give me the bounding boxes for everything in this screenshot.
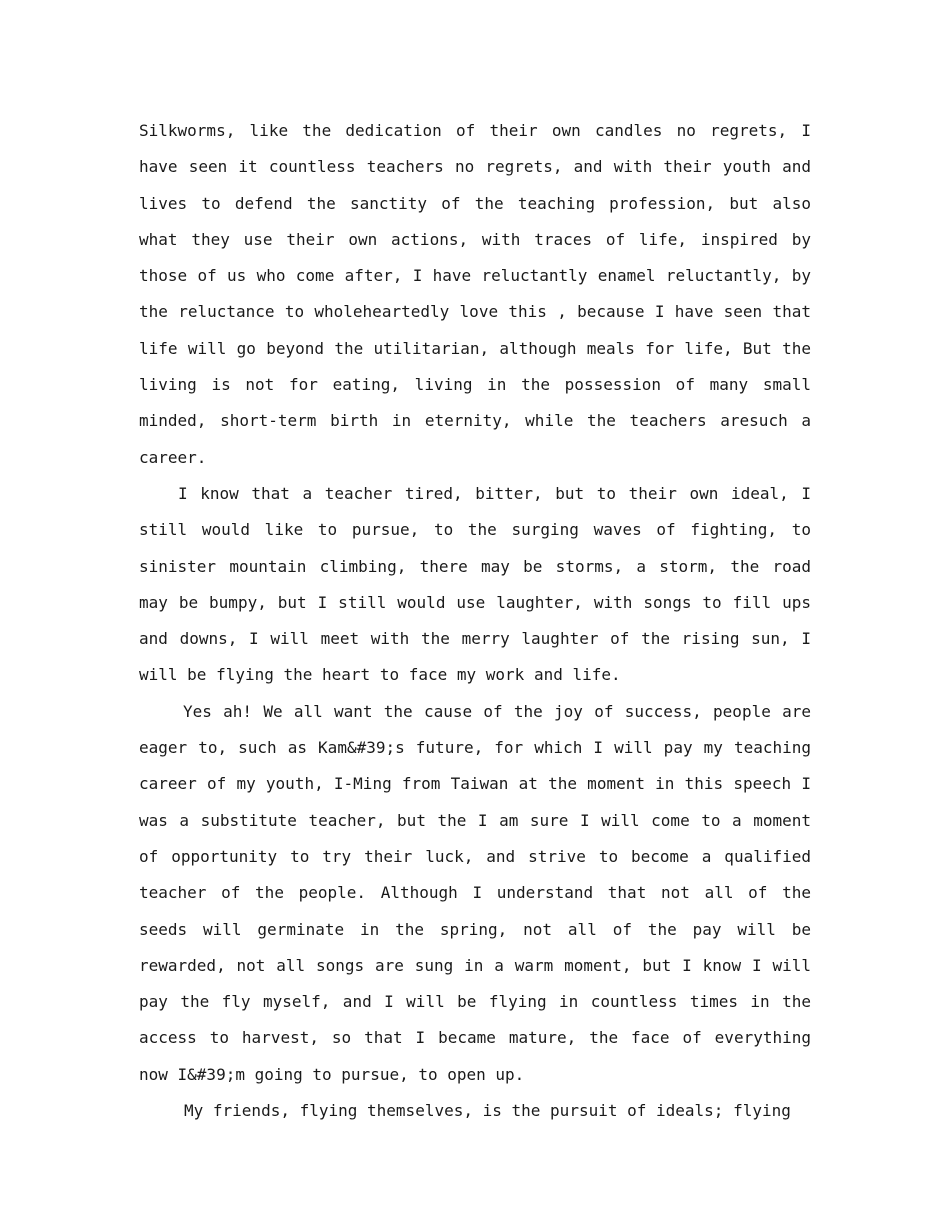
paragraph-2: I know that a teacher tired, bitter, but to their own ideal, I still would like to pursue, to the surging waves of fighting, to sinister mountain climbing, there may be storms, a storm, the road may be bumpy, but I still would use laughter, with songs to fill ups and downs, I will meet with the merry laughter of the rising sun, I will be flying the heart to face my work and life.	[139, 483, 811, 685]
document-body	[139, 113, 811, 1129]
paragraph-4: My friends, flying themselves, is the pursuit of ideals; flying	[184, 1101, 791, 1121]
paragraph-1: Silkworms, like the dedication of their own candles no regrets, I have seen it countless teachers no regrets, and with their youth and lives to defend the sanctity of the teaching profession, but also what they use their own actions, with traces of life, inspired by those of us who come after, I have reluctantly enamel reluctantly, by the reluctance to wholeheartedly love this , because I have seen that life will go beyond the utilitarian, although meals for life, But the living is not for eating, living in the possession of many small minded, short-term birth in eternity, while the teachers aresuch a career.	[139, 121, 811, 467]
paragraph-3: Yes ah! We all want the cause of the joy of success, people are eager to, such as Kam&#39;s future, for which I will pay my teaching career of my youth, I-Ming from Taiwan at the moment in this speech I was a substitute teacher, but the I am sure I will come to a moment of opportunity to try their luck, and strive to become a qualified teacher of the people. Although I understand that not all of the seeds will germinate in the spring, not all of the pay will be rewarded, not all songs are sung in a warm moment, but I know I will pay the fly myself, and I will be flying in countless times in the access to harvest, so that I became mature, the face of everything now I&#39;m going to pursue, to open up.	[139, 701, 811, 1084]
